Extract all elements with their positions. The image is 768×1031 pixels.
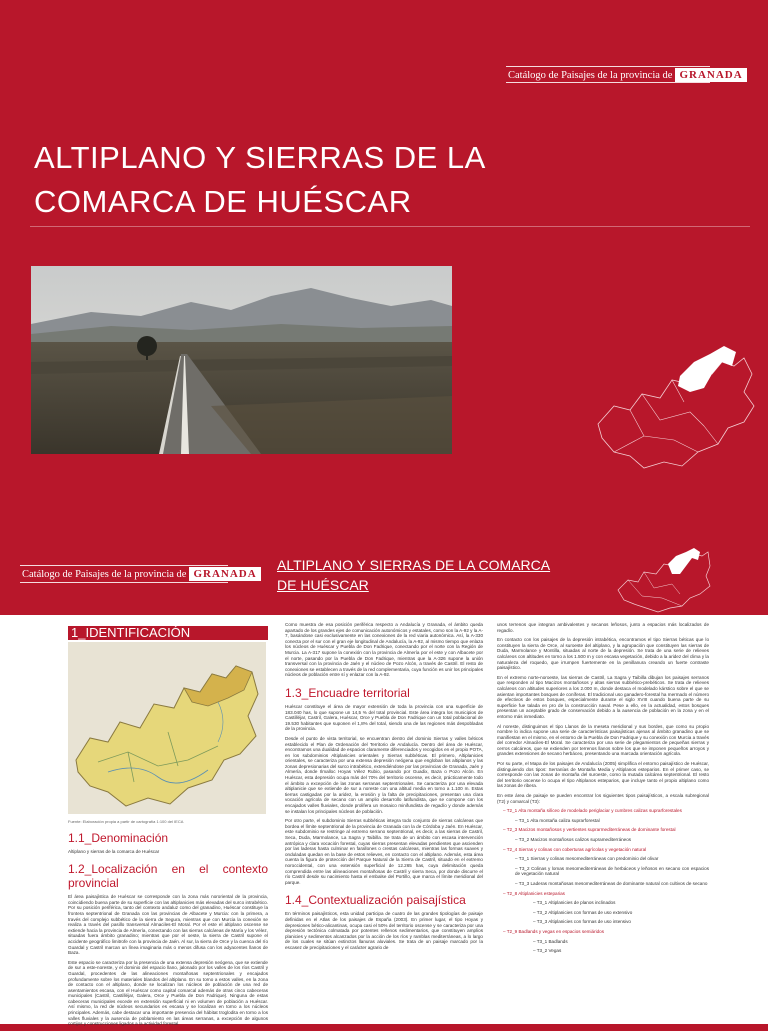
landscape-type-item: – T3_1 Altiplanicies de planos inclinados: [533, 900, 616, 906]
landscape-type-item: – T2_3 Macizos montañosos y vertientes suprarmediterráneas de dominante forestal: [503, 827, 676, 833]
landscape-type-item: – T2_9 Badlands y vegas en espacios semiáridos: [503, 928, 605, 934]
spread-brand-divider: [20, 565, 228, 566]
landscape-type-item: – T3_2 Vegas: [533, 948, 562, 954]
map-caption: Fuente: Elaboración propia a partir de cartografía 1:100 del IECA: [68, 819, 184, 824]
contextualizacion-paragraph: En términos paisajísticos, esta unidad participa de cuatro de las grandes tipologías de paisaje definidas en el Atlas de los paisajes de España (2003). En primer lugar, el tipo Hoyas y depresiones bético-alicantinas, ocupa casi el 50% del territorio oscense y se caracteriza por una depresión tectónica colmatada por potentes rellenos sedimentarios, que constituyen amplios planicies y sedimentos alcanzados por la acción de los ríos y ramblas mediterráneas, a lo largo de los cuales se sitúan extinctos llanuras aluviales. Se trata de un paisaje marcado por la escasez de precipitaciones y el carácter agrario de: [285, 911, 483, 950]
landscape-photo-image: [31, 266, 452, 454]
column-3-paragraph-1: unos terrenos que integran ambivalentes y secanos leñosos, junto a espacios más localizados de regadío.: [497, 622, 709, 633]
column-3-paragraph-3: En el extremo norte-noroeste, las sierras de Castril, La Sagra y Taibilla dibujan los paisajes serranos que responden al tipo Macizos montañosos y altas sierras subbético-prebéticos. Se trata de relieves calcáreos con altitudes superiores a los 2.000 m, donde destaca el modelado kárstico sobre el que se asientan importantes bosques de coníferas. El tradicional uso ganadero-forestal ha mermado el número de efectivos de estos bosques, especialmente durante el siglo XVIII cuando buena parte de su superficie fue talada en pro de la construcción naval. Pese a ello, en la actualidad, estos bosques presentan un aceptable grado de conservación debido a la ausencia de población en la zona y en el entorno más inmediato.: [497, 674, 709, 719]
spread-title-line-1: ALTIPLANO Y SIERRAS DE LA COMARCA: [277, 557, 551, 573]
spread-brand-badge: GRANADA: [189, 567, 260, 581]
landscape-type-item: – T3_2 Colinas y lomas mesomediterráneas de herbáceos y leñosos en secano con espacios de vegetación natural: [515, 865, 709, 877]
column-3-paragraph-5: Por su parte, el Mapa de los paisajes de Andalucía (2005) simplifica el entorno paisajístico de Huéscar, distinguiendo dos tipos: Serranías de Montaña Media y Altiplanos esteparios. En el primer caso, se corresponde con las zonas de montaña del suroeste, como la mutada calcárea septentrional. El resto del territorio oscense lo ocupa el tipo Altiplanos esteparios, que incluye tanto el propio altiplano como las zonas de ribera.: [497, 761, 709, 789]
landscape-photo: [31, 266, 452, 454]
catalog-brand: [508, 68, 747, 82]
column-3-paragraph-2: En contacto con los paisajes de la depresión intrabética, encontramos el tipo Sierras béticas que lo constituyen la sierra de Orce, al suroeste del altiplano, y la agrupación que constituyen las sierras de Duda, Marmolance y Montilla, situadas al norte de la depresión. Se trata de una serie de relieves calcáreos con altitudes en torno a los 1.500 m y con escasa vegetación, debido a la aridez del clima y la naturaleza del roquedo, que irrumpen fuertemente en la penillanura creando un fuerte contraste paisajístico.: [497, 637, 709, 671]
encuadre-paragraph-3: Por otro parte, el subdominio Sierras subbéticas integra todo conjunto de sierras calcáreas que bordea el límite septentrional de la provincia de Granada con la de Córdoba y Jaén. En Huéscar, este subdominio se restringe al extremo serrano septentrional, es decir, a las sierras de Castril, Seca, Duda, Marmolance, La Sagra y Taibilla. Se trata de un ámbito con escasa intervención antrópica y clara vocación forestal, cuyas sierras presentan elevadas pendientes que ascienden por las laderas hasta culminar en farallones o crestas calcáreas, mientras las formas suaves y onduladas quedan en la base de estos relieves, en contacto con el altiplano. Además, esta área cuenta la figura de protección del Parque Natural de la Sierra de Castril, situado en el extremo noroccidental, con una extensión superficial de 12.265 has, cuya delimitación queda comprendida entre las alineaciones montañosas de Castril y sierra Seca, por donde discurre el río Castril desde su nacimiento hasta el embalse del Portillo, que marca el límite meridional del parque.: [285, 818, 483, 885]
title-divider: [30, 226, 750, 227]
spread-brand-divider-bottom: [20, 582, 228, 583]
heading-encuadre: 1.3_Encuadre territorial: [285, 685, 410, 700]
encuadre-paragraph-1: Huéscar constituye el área de mayor extensión de toda la provincia con una superficie de 183.040 has, lo que supone un 14,5 % del total provincial. Este área integra los municipios de Castilléjar, Castril, Galera, Huéscar, Orce y Puebla de Don Fadrique con un total poblacional de 19.530 habitantes que suponen el 1,8% del total, siendo una de las regiones más despobladas de la provincia.: [285, 703, 483, 732]
landscape-type-item: – T3_3 Altiplanicies con formas de uso intensivo: [533, 919, 631, 925]
section-heading-identificacion: 1_IDENTIFICACIÓN: [68, 626, 268, 640]
landscape-type-item: – T3_1 Badlands: [533, 938, 568, 944]
column-2-text: [285, 622, 483, 955]
spread-brand-text: Catálogo de Paisajes de la provincia de: [22, 568, 187, 580]
heading-localizacion: 1.2_Localización en el contexto provincial: [68, 862, 268, 891]
column-3-paragraph-4: Al noreste, distinguimos el tipo Llanos de la meseta meridional y sus bordes, que como su propio nombre lo indica supone una serie de características paisajísticas ajenas al ámbito granadino que se manifiestan en el mismo, en el entorno de la Puebla de Don Fadrique y su conexión con Murcia a través del corredor Almaciles-El Moral. Se caracteriza por una serie de plegamientos de pequeñas sierras y cerros calcáreos, que se extienden por terrenos llanos sobre los que se imponen pequeños arroyos y grandes extensiones de secano herbáceo, presentando una marcada orientación agrícola.: [497, 723, 709, 757]
landscape-type-item: – T2_8 Altiplanicies esteparias: [503, 890, 565, 896]
landscape-type-item: – T3_2 Macizos montañosos calizos supramediterráneos: [515, 837, 632, 842]
landscape-types-list: [497, 808, 709, 954]
highlighted-region: [678, 346, 736, 392]
province-map: [68, 642, 266, 814]
spread-locator-map: [614, 546, 714, 616]
title-line-2: COMARCA DE HUÉSCAR: [34, 184, 412, 219]
spread-title-line-2: DE HUÉSCAR: [277, 577, 369, 593]
heading-contextualizacion: 1.4_Contextualización paisajística: [285, 893, 466, 908]
column-3-paragraph-6: En este área de paisaje se pueden encontrar los siguientes tipos paisajísticos, a escala subregional (T2) y comarcal (T3):: [497, 793, 709, 804]
title-line-1: ALTIPLANO Y SIERRAS DE LA: [34, 140, 486, 175]
landscape-type-item: – T3_3 Laderas montañosas mesomediterráneas de dominante natural con cultivos de secano: [515, 880, 708, 886]
column-2-intro: Como muestra de esa posición periférica respecto a Andalucía y Granada, el ámbito queda apartado de los grandes ejes de comunicación autonómicos y estatales, como son la A-92 y la A-7, basándose casi exclusivamente en las conexiones de la red viaria autonómica. Así, la A-330 conecta por el sur con el gran eje longitudinal de Andalucía, la A-92, al mismo tiempo que enlaza los núcleos de Huéscar y Puebla de Don Fadrique, conectando por el norte con la Región de Murcia. La A-317 supone la conexión con la provincia de Almería por el este y con Albacete por el norte, pasando por la Puebla de Don Fadrique, mientras que la A-326 supone la unión transversal con la provincia de Jaén y el núcleo de Pozo Alcón, a través de Castril. El resto de conexiones se establecen a través de la red complementaria, cuya función es unir los principales núcleos de población entre sí y enlazar con la A-92.: [285, 622, 483, 678]
heading-denominacion: 1.1_Denominación: [68, 830, 169, 845]
localizacion-paragraph-2: Este espacio se caracteriza por la presencia de una extensa depresión neógena, que se extiende de sur a este-noreste, y el dominio del espacio llano, jalonado por los valles de los ríos Castril y Guardal, procedentes de las alineaciones montañosas septentrionales y encajados profundamente sobre los materiales blandos del altiplano. En su torno a estos valles, en la zona de contacto con el altiplano, donde se localizan los núcleos de población de una red de asentamientos escasa, con el Huéscar como capital comarcal además de otras cinco cabeceras municipales (Castril, Castilléjar, Galera, Orce y Puebla de Don Fadrique). Ninguna de estas cabeceras municipales excede en extensión superficial ni en volumen de población a Huéscar. Así mismo, la red de núcleos secundarios es escasa y se localizan en torno a los núcleos principales. Además, cabe destacar una importante presencia del hábitat troglodita en torno a los valles fluviales y la ausencia de poblamiento en las áreas serranas, a excepción de algunos cortijos y construcciones ligados a la actividad forestal.: [68, 959, 268, 1027]
spread-title: [277, 555, 550, 595]
landscape-type-item: – T3_2 Altiplanicies con formas de uso extensivo: [533, 909, 633, 915]
column-3-text: [497, 622, 709, 958]
brand-text: Catálogo de Paisajes de la provincia de: [508, 69, 673, 81]
brand-divider: [506, 66, 710, 67]
landscape-type-item: – T2_1 Alta montaña silíceo de modelado periglaciar y cumbres calizas suprarforestales: [503, 808, 682, 814]
landscape-type-item: – T2_4 Sierras y colinas con coberturas agrícolas y vegetación natural: [503, 846, 647, 852]
brand-badge: GRANADA: [675, 68, 746, 82]
spread-catalog-brand: [22, 567, 261, 581]
column-1-text: [68, 819, 268, 1031]
page-title: [34, 136, 486, 224]
brand-divider-bottom: [506, 82, 710, 83]
denominacion-text: Altiplano y sierras de la comarca de Huéscar: [68, 848, 160, 854]
encuadre-paragraph-2: Desde el punto de vista territorial, se encuentran dentro del dominio Sierras y valles béticos establecido el Plan de Ordenación del Territorio de Andalucía. Dentro del área de Huéscar, encontramos una dualidad de espacios claramente diferenciados y recogidos en el propio POTA, en los subdominios Altiplanicies orientales y Sierras subbéticas. El primero, Altiplanicies orientales, se caracteriza por una extensa depresión neógena que engloban los altiplanos y las zonas depresionarias del surco intrabético, extendiéndose por las provincias de Granada, Jaén y Almería, donde Ilmalloc Hoyas Vélez Rubio, pasando por Guadix, Baza o Pozo Alcón. En Huéscar, esta depresión ocupa más del 70% del territorio oscense, es decir, prácticamente todo el ámbito a excepción de las zonas serranas septentrionales. Se caracteriza por una elevada altiplanicie que se extiende de sur a noreste con una altitud media en torno a 1.100 m. Estas tierras castigadas por la aridez, la erosión y la falta de precipitaciones, presentan una clara vocación agrícola de secano con un amplio desarrollo latifundista, que se compone con los encajados valles fluviales, donde prolifera un mosaico minifundista de regadío y donde además se instalan los principales núcleos de población.: [285, 735, 483, 814]
province-locator-map: [594, 340, 760, 476]
landscape-type-item: – T3_1 Sierras y colinas mesomediterráneas con predominio del olivar: [515, 856, 659, 862]
landscape-type-item: – T3_1 Alta montaña caliza suprarforestal: [515, 817, 600, 823]
localizacion-paragraph-1: El área paisajística de Huéscar se corresponde con la zona más nororiental de la provincia, coincidiendo buena parte de su superficie con las altiplanicies más elevadas del surco intrabético. Por su posición periférica, tanto del contexto andaluz como del granadino, Huéscar constituye la frontera septentrional de Granada con las provincias de Albacete y Murcia: con la primera, a través del complejo subbético de la sierra de Segura, mientras que con Murcia la conexión se realiza a través del pasillo transversal Almaciles-El Moral. Por el este el altiplano oscense se extiende hacia la provincia de Almería, conectando con las sierras calcáreas de María y los Vélez, situadas fuera ámbito granadino; mientras que por el oeste, la sierra de Castril supone el accidente geográfico limitrofe con la provincia de Jaén. Al sur, la sierra de Orce y la cuenca del río Guardal y Castril marcan un línea imaginaria más o menos difusa con los adyacentes llanos de Baza.: [68, 894, 268, 956]
